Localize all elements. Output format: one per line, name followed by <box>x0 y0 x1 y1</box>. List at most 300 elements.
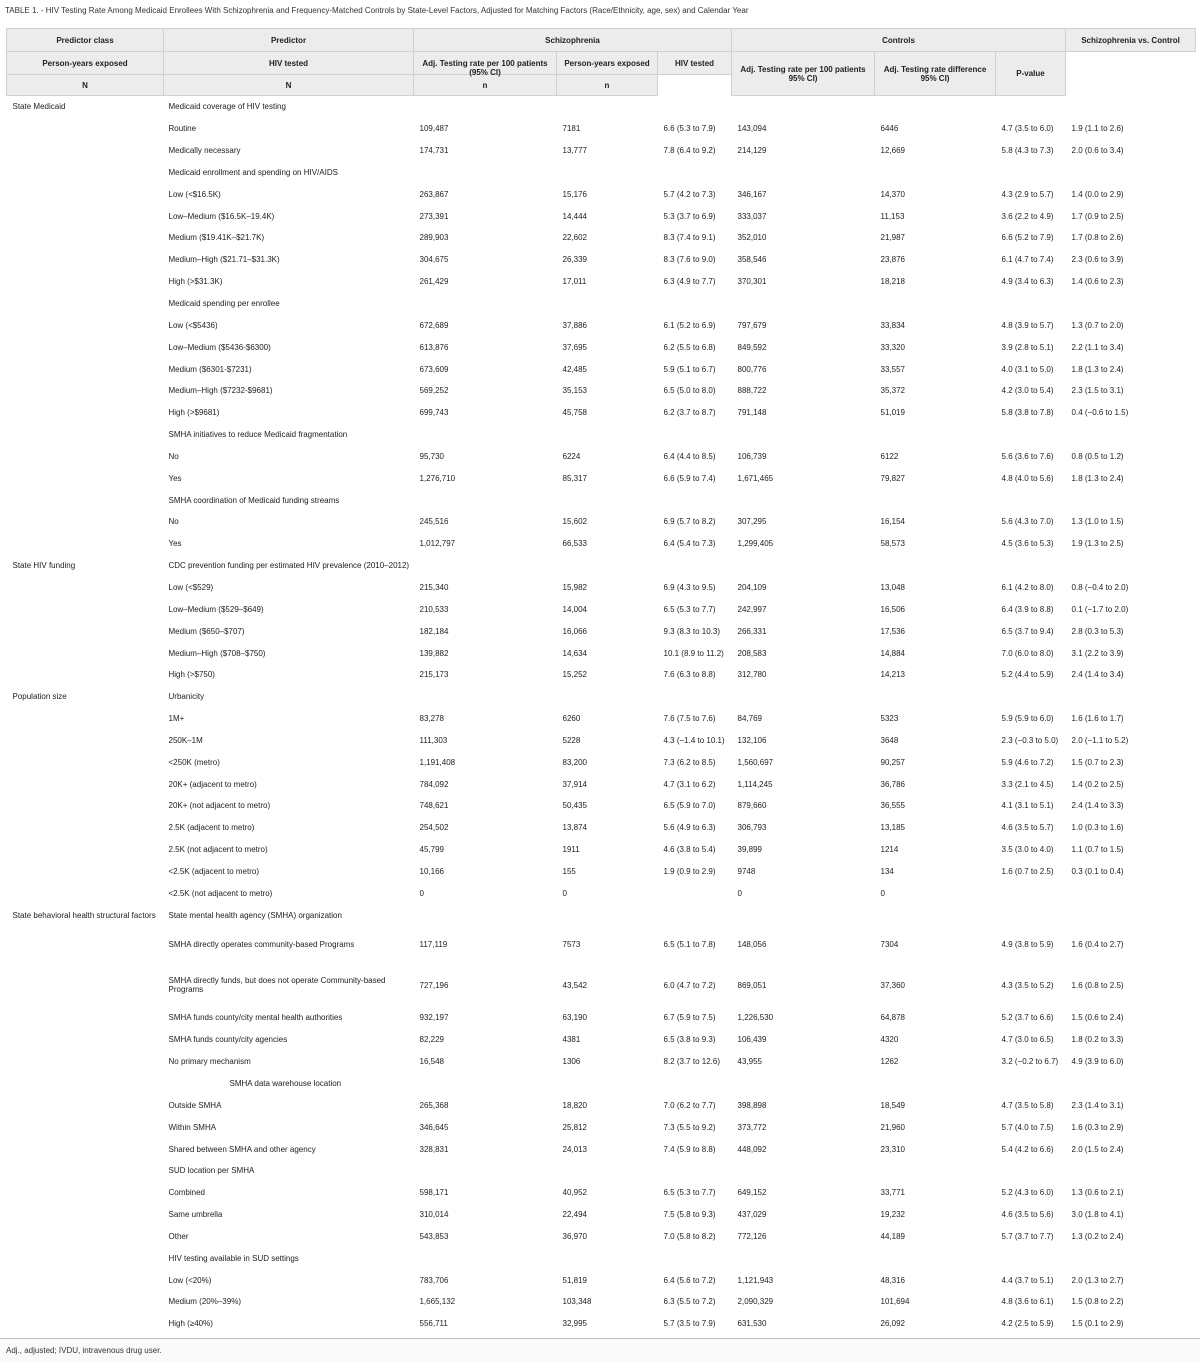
value-cell <box>732 162 875 184</box>
value-cell: 14,004 <box>562 604 587 614</box>
predictor-cell: Yes <box>168 539 182 549</box>
value-cell: 35,372 <box>880 386 905 396</box>
value-cell: 346,167 <box>737 189 767 199</box>
table-row <box>7 402 1196 424</box>
table-row <box>7 598 1196 620</box>
value-cell: 869,051 <box>737 980 767 990</box>
table-row <box>7 577 1196 599</box>
value-cell: 3.6 (2.2 to 4.9) <box>1001 211 1054 221</box>
value-cell: 37,695 <box>562 342 587 352</box>
value-cell: 16,154 <box>880 517 905 527</box>
value-cell: 0.1 (−1.7 to 2.0) <box>1071 604 1129 614</box>
value-cell: 4.2 (3.0 to 5.4) <box>1001 386 1054 396</box>
value-cell: 143,094 <box>737 124 767 134</box>
value-cell <box>414 686 557 708</box>
value-cell: 111,303 <box>419 735 448 745</box>
predictor-cell: Low–Medium ($529–$649) <box>168 604 264 614</box>
value-cell: 7.4 (5.9 to 8.8) <box>663 1144 716 1154</box>
value-cell <box>875 96 996 118</box>
predictor-cell: Medium–High ($7232-$9681) <box>168 386 273 396</box>
predictor-cell: <2.5K (adjacent to metro) <box>168 866 259 876</box>
value-cell: 4.6 (3.5 to 5.6) <box>1001 1210 1054 1220</box>
value-cell: 879,660 <box>737 801 767 811</box>
table-row <box>7 1094 1196 1116</box>
value-cell <box>658 904 732 926</box>
value-cell: 1.8 (1.3 to 2.4) <box>1071 364 1124 374</box>
header-hiv-tested-2: HIV tested <box>658 52 732 75</box>
value-cell: 1.3 (0.6 to 2.1) <box>1071 1188 1124 1198</box>
value-cell: 214,129 <box>737 146 767 156</box>
value-cell: 0.8 (0.5 to 1.2) <box>1071 451 1124 461</box>
value-cell: 90,257 <box>880 757 905 767</box>
value-cell: 4.7 (3.5 to 6.0) <box>1001 124 1054 134</box>
value-cell: 103,348 <box>562 1297 592 1307</box>
value-cell <box>996 162 1066 184</box>
value-cell: 1.8 (1.3 to 2.4) <box>1071 473 1124 483</box>
predictor-cell: Combined <box>168 1188 205 1198</box>
table-row <box>7 839 1196 861</box>
value-cell: 289,903 <box>419 233 449 243</box>
predictor-class-cell: State behavioral health structural factors <box>12 910 156 920</box>
table-row <box>7 1204 1196 1226</box>
value-cell: 84,769 <box>737 714 762 724</box>
value-cell: 6.0 (4.7 to 7.2) <box>663 980 716 990</box>
value-cell: 1.9 (0.9 to 2.9) <box>663 866 716 876</box>
predictor-class-cell <box>7 489 164 511</box>
value-cell <box>875 1073 996 1095</box>
value-cell: 5.7 (4.2 to 7.3) <box>663 189 716 199</box>
value-cell: 15,982 <box>562 582 587 592</box>
value-cell: 398,898 <box>737 1100 767 1110</box>
value-cell: 5.7 (3.5 to 7.9) <box>663 1319 716 1329</box>
value-cell: 23,876 <box>880 255 905 265</box>
value-cell: 83,278 <box>419 714 444 724</box>
value-cell: 5.9 (5.1 to 6.7) <box>663 364 716 374</box>
value-cell: 4.8 (3.6 to 6.1) <box>1001 1297 1054 1307</box>
value-cell: 4.8 (4.0 to 5.6) <box>1001 473 1054 483</box>
value-cell: 6.6 (5.3 to 7.9) <box>663 124 716 134</box>
predictor-cell: Low (<$16.5K) <box>168 189 221 199</box>
value-cell: 4.6 (3.5 to 5.7) <box>1001 823 1054 833</box>
value-cell: 1.3 (0.7 to 2.0) <box>1071 320 1124 330</box>
table-row <box>7 358 1196 380</box>
value-cell: 265,368 <box>419 1100 449 1110</box>
table-row <box>7 926 1196 963</box>
value-cell: 7.0 (5.8 to 8.2) <box>663 1231 716 1241</box>
value-cell <box>557 1073 658 1095</box>
table-row <box>7 773 1196 795</box>
predictor-cell: Low–Medium ($5436-$6300) <box>168 342 271 352</box>
predictor-class-cell <box>7 1313 164 1335</box>
value-cell: 40,952 <box>562 1188 587 1198</box>
predictor-cell: No primary mechanism <box>168 1057 251 1067</box>
predictor-class-cell <box>7 708 164 730</box>
value-cell: 19,232 <box>880 1210 905 1220</box>
value-cell: 48,316 <box>880 1275 905 1285</box>
table-row <box>7 533 1196 555</box>
value-cell <box>414 96 557 118</box>
value-cell: 772,126 <box>737 1231 767 1241</box>
value-cell <box>732 1073 875 1095</box>
value-cell <box>1066 293 1196 315</box>
value-cell: 26,092 <box>880 1319 905 1329</box>
predictor-class-cell <box>7 1182 164 1204</box>
value-cell: 5.4 (4.2 to 6.6) <box>1001 1144 1054 1154</box>
value-cell: 18,549 <box>880 1100 905 1110</box>
value-cell: 15,602 <box>562 517 587 527</box>
predictor-class-cell <box>7 336 164 358</box>
predictor-cell: Medically necessary <box>168 146 241 156</box>
value-cell <box>1066 96 1196 118</box>
value-cell: 1.4 (0.6 to 2.3) <box>1071 277 1124 287</box>
value-cell <box>557 96 658 118</box>
value-cell: 328,831 <box>419 1144 449 1154</box>
table-row <box>7 817 1196 839</box>
value-cell: 22,494 <box>562 1210 587 1220</box>
value-cell: 14,884 <box>880 648 905 658</box>
predictor-class-cell <box>7 1160 164 1182</box>
value-cell: 24,013 <box>562 1144 587 1154</box>
predictor-cell: <2.5K (not adjacent to metro) <box>168 888 273 898</box>
value-cell <box>875 1247 996 1269</box>
table-row <box>7 511 1196 533</box>
value-cell <box>732 1160 875 1182</box>
value-cell <box>875 904 996 926</box>
table-row <box>7 1051 1196 1073</box>
value-cell: 1.7 (0.8 to 2.6) <box>1071 233 1124 243</box>
table-row <box>7 664 1196 686</box>
value-cell: 1306 <box>562 1057 581 1067</box>
predictor-cell: HIV testing available in SUD settings <box>168 1253 299 1263</box>
predictor-class-cell <box>7 380 164 402</box>
value-cell: 132,106 <box>737 735 767 745</box>
value-cell: 613,876 <box>419 342 449 352</box>
value-cell <box>996 904 1066 926</box>
value-cell: 304,675 <box>419 255 449 265</box>
value-cell: 1.4 (0.0 to 2.9) <box>1071 189 1124 199</box>
value-cell: 36,786 <box>880 779 905 789</box>
value-cell <box>875 555 996 577</box>
value-cell: 4.5 (3.6 to 5.3) <box>1001 539 1054 549</box>
table-title: TABLE 1. - HIV Testing Rate Among Medicaid Enrollees With Schizophrenia and Frequency-Matched Controls by State-Level Factors, Adjusted for Matching Factors (Race/Ethnicity, age, sex) and Calendar Year <box>5 6 749 15</box>
value-cell: 261,429 <box>419 277 449 287</box>
table-row <box>7 1073 1196 1095</box>
value-cell: 0 <box>562 888 567 898</box>
value-cell: 6.5 (5.1 to 7.8) <box>663 940 716 950</box>
value-cell <box>996 1247 1066 1269</box>
predictor-cell: SMHA funds county/city mental health authorities <box>168 1013 343 1023</box>
predictor-cell: No <box>168 517 179 527</box>
value-cell: 42,485 <box>562 364 587 374</box>
table-row <box>7 1247 1196 1269</box>
predictor-class-cell <box>7 183 164 205</box>
value-cell: 4.3 (2.9 to 5.7) <box>1001 189 1054 199</box>
predictor-class-cell <box>7 817 164 839</box>
value-cell: 6.3 (5.5 to 7.2) <box>663 1297 716 1307</box>
predictor-class-cell <box>7 424 164 446</box>
predictor-cell: High (>$31.3K) <box>168 277 223 287</box>
table-row <box>7 861 1196 883</box>
value-cell: 306,793 <box>737 823 767 833</box>
value-cell: 1.8 (0.2 to 3.3) <box>1071 1035 1124 1045</box>
value-cell: 1.5 (0.7 to 2.3) <box>1071 757 1124 767</box>
predictor-cell: State mental health agency (SMHA) organization <box>168 910 342 920</box>
header-p-value: P-value <box>996 52 1066 96</box>
value-cell: 50,435 <box>562 801 587 811</box>
predictor-class-cell <box>7 861 164 883</box>
value-cell: 7.5 (5.8 to 9.3) <box>663 1210 716 1220</box>
predictor-cell: Within SMHA <box>168 1122 217 1132</box>
table-row <box>7 882 1196 904</box>
value-cell: 109,487 <box>419 124 449 134</box>
header-controls: Controls <box>732 29 1066 52</box>
predictor-class-cell <box>7 511 164 533</box>
value-cell: 83,200 <box>562 757 587 767</box>
value-cell: 4.2 (2.5 to 5.9) <box>1001 1319 1054 1329</box>
value-cell: 6.6 (5.9 to 7.4) <box>663 473 716 483</box>
predictor-class-cell <box>7 882 164 904</box>
value-cell: 6.7 (5.9 to 7.5) <box>663 1013 716 1023</box>
value-cell: 1,665,132 <box>419 1297 456 1307</box>
value-cell <box>557 424 658 446</box>
value-cell: 51,019 <box>880 408 905 418</box>
predictor-class-cell: Population size <box>12 692 67 702</box>
value-cell: 1.5 (0.6 to 2.4) <box>1071 1013 1124 1023</box>
value-cell: 3648 <box>880 735 899 745</box>
value-cell: 3.9 (2.8 to 5.1) <box>1001 342 1054 352</box>
value-cell: 4.3 (3.5 to 5.2) <box>1001 980 1054 990</box>
predictor-cell: 250K–1M <box>168 735 203 745</box>
value-cell <box>1066 162 1196 184</box>
value-cell: 1,299,405 <box>737 539 774 549</box>
value-cell <box>557 293 658 315</box>
value-cell: 748,621 <box>419 801 449 811</box>
value-cell: 9748 <box>737 866 756 876</box>
predictor-cell: No <box>168 451 179 461</box>
value-cell: 1.6 (0.4 to 2.7) <box>1071 940 1124 950</box>
value-cell: 5.6 (4.3 to 7.0) <box>1001 517 1054 527</box>
value-cell: 4.9 (3.9 to 6.0) <box>1071 1057 1124 1067</box>
predictor-class-cell <box>7 577 164 599</box>
value-cell: 8.3 (7.6 to 9.0) <box>663 255 716 265</box>
value-cell: 6.4 (4.4 to 8.5) <box>663 451 716 461</box>
value-cell <box>875 489 996 511</box>
value-cell: 6224 <box>562 451 581 461</box>
value-cell: 148,056 <box>737 940 767 950</box>
value-cell: 13,777 <box>562 146 587 156</box>
value-cell: 26,339 <box>562 255 587 265</box>
predictor-class-cell <box>7 205 164 227</box>
value-cell: 1.5 (0.8 to 2.2) <box>1071 1297 1124 1307</box>
value-cell: 242,997 <box>737 604 767 614</box>
predictor-class-cell: State HIV funding <box>12 561 76 571</box>
table-row <box>7 162 1196 184</box>
value-cell: 14,444 <box>562 211 587 221</box>
predictor-class-cell <box>7 1116 164 1138</box>
table-row <box>7 904 1196 926</box>
value-cell <box>658 686 732 708</box>
value-cell: 16,548 <box>419 1057 444 1067</box>
predictor-cell: Medicaid spending per enrollee <box>168 299 280 309</box>
value-cell: 2.4 (1.4 to 3.3) <box>1071 801 1124 811</box>
value-cell: 631,530 <box>737 1319 767 1329</box>
predictor-cell: 2.5K (adjacent to metro) <box>168 823 255 833</box>
predictor-cell: Low (<20%) <box>168 1275 212 1285</box>
header-adj-testing-rate: Adj. Testing rate per 100 patients (95% CI) <box>414 52 557 75</box>
table-row <box>7 729 1196 751</box>
predictor-class-cell <box>7 446 164 468</box>
value-cell: 6.9 (4.3 to 9.5) <box>663 582 716 592</box>
value-cell: 0.4 (−0.6 to 1.5) <box>1071 408 1129 418</box>
value-cell: 5.6 (3.6 to 7.6) <box>1001 451 1054 461</box>
header-n-3: n <box>414 75 557 96</box>
table-row <box>7 118 1196 140</box>
value-cell <box>658 882 732 904</box>
value-cell: 16,066 <box>562 626 587 636</box>
value-cell: 7.3 (6.2 to 8.5) <box>663 757 716 767</box>
value-cell: 6446 <box>880 124 899 134</box>
predictor-class-cell <box>7 533 164 555</box>
predictor-class-cell <box>7 751 164 773</box>
predictor-class-cell <box>7 227 164 249</box>
value-cell: 800,776 <box>737 364 767 374</box>
table-row <box>7 271 1196 293</box>
predictor-cell: Medicaid coverage of HIV testing <box>168 102 286 112</box>
value-cell: 4.7 (3.0 to 6.5) <box>1001 1035 1054 1045</box>
predictor-cell: Low (<$529) <box>168 582 214 592</box>
value-cell: 43,542 <box>562 980 587 990</box>
table-row <box>7 293 1196 315</box>
footnote: Adj., adjusted; IVDU, intravenous drug user. <box>6 1346 162 1355</box>
value-cell <box>557 1247 658 1269</box>
header-predictor-class: Predictor class <box>7 29 164 52</box>
value-cell: 1.6 (0.7 to 2.5) <box>1001 866 1054 876</box>
predictor-class-cell: State Medicaid <box>12 102 66 112</box>
predictor-cell: Outside SMHA <box>168 1100 222 1110</box>
value-cell: 307,295 <box>737 517 767 527</box>
value-cell: 7.0 (6.0 to 8.0) <box>1001 648 1054 658</box>
value-cell: 15,176 <box>562 189 587 199</box>
table-row <box>7 1007 1196 1029</box>
predictor-class-cell <box>7 839 164 861</box>
value-cell: 791,148 <box>737 408 767 418</box>
value-cell: 6.5 (5.0 to 8.0) <box>663 386 716 396</box>
table-row <box>7 1291 1196 1313</box>
value-cell <box>414 1247 557 1269</box>
value-cell <box>875 1160 996 1182</box>
value-cell <box>875 293 996 315</box>
predictor-class-cell <box>7 1226 164 1248</box>
value-cell: 5.2 (4.3 to 6.0) <box>1001 1188 1054 1198</box>
value-cell: 7181 <box>562 124 581 134</box>
header-n-2: N <box>164 75 414 96</box>
value-cell: 14,213 <box>880 670 905 680</box>
value-cell <box>996 96 1066 118</box>
value-cell: 5.2 (4.4 to 5.9) <box>1001 670 1054 680</box>
value-cell: 182,184 <box>419 626 449 636</box>
predictor-class-cell <box>7 773 164 795</box>
value-cell: 17,536 <box>880 626 905 636</box>
value-cell: 36,555 <box>880 801 905 811</box>
table-row <box>7 1313 1196 1335</box>
value-cell <box>996 555 1066 577</box>
value-cell: 373,772 <box>737 1122 767 1132</box>
value-cell: 1.6 (0.8 to 2.5) <box>1071 980 1124 990</box>
value-cell: 45,758 <box>562 408 587 418</box>
predictor-cell: High (>$750) <box>168 670 215 680</box>
value-cell: 13,048 <box>880 582 905 592</box>
table-row <box>7 1138 1196 1160</box>
header-adj-testing-rate-difference: Adj. Testing rate difference 95% CI) <box>875 52 996 96</box>
table-row <box>7 489 1196 511</box>
predictor-cell: SMHA data warehouse location <box>229 1079 342 1089</box>
predictor-cell: SMHA directly funds, but does not operate Community-based Programs <box>168 976 386 995</box>
value-cell: 543,853 <box>419 1231 449 1241</box>
value-cell: 1.9 (1.1 to 2.6) <box>1071 124 1124 134</box>
value-cell <box>1066 904 1196 926</box>
value-cell: 7.8 (6.4 to 9.2) <box>663 146 716 156</box>
value-cell: 21,987 <box>880 233 905 243</box>
value-cell: 784,092 <box>419 779 449 789</box>
value-cell: 672,689 <box>419 320 449 330</box>
value-cell: 2.2 (1.1 to 3.4) <box>1071 342 1124 352</box>
value-cell: 1.3 (0.2 to 2.4) <box>1071 1231 1124 1241</box>
value-cell: 4.6 (3.8 to 5.4) <box>663 845 716 855</box>
predictor-cell: Other <box>168 1231 189 1241</box>
predictor-cell: Medium (20%–39%) <box>168 1297 241 1307</box>
value-cell: 16,506 <box>880 604 905 614</box>
value-cell: 17,011 <box>562 277 587 287</box>
value-cell: 36,970 <box>562 1231 587 1241</box>
table-row <box>7 620 1196 642</box>
value-cell: 6260 <box>562 714 581 724</box>
value-cell: 10.1 (8.9 to 11.2) <box>663 648 724 658</box>
table-row <box>7 183 1196 205</box>
value-cell: 1.1 (0.7 to 1.5) <box>1071 845 1124 855</box>
value-cell: 66,533 <box>562 539 587 549</box>
header-predictor: Predictor <box>164 29 414 52</box>
value-cell: 15,252 <box>562 670 587 680</box>
value-cell: 155 <box>562 866 576 876</box>
value-cell <box>732 293 875 315</box>
value-cell: 11,153 <box>880 211 905 221</box>
value-cell: 43,955 <box>737 1057 762 1067</box>
value-cell <box>414 162 557 184</box>
value-cell: 204,109 <box>737 582 767 592</box>
value-cell: 95,730 <box>419 451 444 461</box>
value-cell: 139,882 <box>419 648 449 658</box>
value-cell: 25,812 <box>562 1122 587 1132</box>
header-n-4: n <box>557 75 658 96</box>
predictor-class-cell <box>7 664 164 686</box>
predictor-cell: <250K (metro) <box>168 757 220 767</box>
value-cell: 673,609 <box>419 364 449 374</box>
value-cell: 208,583 <box>737 648 767 658</box>
table-row <box>7 795 1196 817</box>
header-schizophrenia-vs-control: Schizophrenia vs. Control <box>1066 29 1196 52</box>
value-cell: 3.5 (3.0 to 4.0) <box>1001 845 1054 855</box>
value-cell: 1,114,245 <box>737 779 773 789</box>
predictor-cell: SMHA directly operates community-based Programs <box>168 940 355 950</box>
value-cell: 4.9 (3.4 to 6.3) <box>1001 277 1054 287</box>
value-cell: 5.9 (5.9 to 6.0) <box>1001 714 1054 724</box>
value-cell: 1,226,530 <box>737 1013 774 1023</box>
value-cell: 4381 <box>562 1035 581 1045</box>
value-cell <box>1066 686 1196 708</box>
value-cell: 6.6 (5.2 to 7.9) <box>1001 233 1054 243</box>
predictor-cell: Medium ($19.41K–$21.7K) <box>168 233 265 243</box>
value-cell: 6.5 (5.9 to 7.0) <box>663 801 716 811</box>
